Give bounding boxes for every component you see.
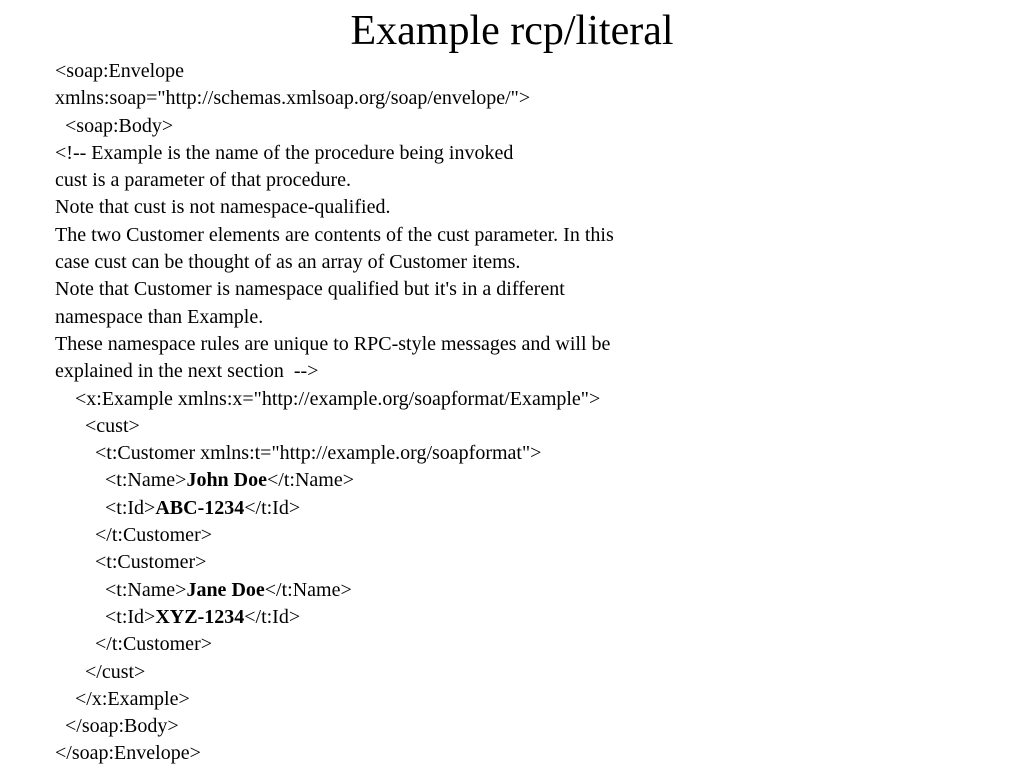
code-listing [55,58,614,768]
code-line: <cust> [55,414,140,437]
customer2-id-value: XYZ-1234 [155,605,245,628]
code-line: </soap:Envelope> [55,742,201,765]
id-close-tag: </t:Id> [244,605,301,628]
customer1-id-value: ABC-1234 [155,496,245,519]
code-line: </x:Example> [55,687,190,710]
name-close-tag: </t:Name> [267,469,354,492]
customer1-id-line [55,495,614,522]
customer1-name-value: John Doe [186,469,268,492]
name-open-tag: <t:Name> [55,578,187,601]
slide-title: Example rcp/literal [350,8,674,54]
code-line: <x:Example xmlns:x="http://example.org/soapformat/Example"> [55,387,601,410]
comment-line: namespace than Example. [55,305,264,328]
comment-line: <!-- Example is the name of the procedure being invoked [55,141,514,164]
comment-line: cust is a parameter of that procedure. [55,169,351,192]
customer1-name-line [55,467,614,494]
customer2-name-value: Jane Doe [186,578,265,601]
comment-line: case cust can be thought of as an array of Customer items. [55,251,521,274]
code-line: </t:Customer> [55,633,213,656]
comment-line: Note that cust is not namespace-qualified. [55,196,391,219]
name-close-tag: </t:Name> [264,578,352,601]
comment-line: These namespace rules are unique to RPC-style messages and will be [55,332,611,355]
code-line: <t:Customer> [55,551,207,574]
comment-line: Note that Customer is namespace qualified but it's in a different [55,278,565,301]
code-line: <soap:Body> [55,114,174,137]
code-line: </t:Customer> [55,524,213,547]
id-open-tag: <t:Id> [55,605,156,628]
id-open-tag: <t:Id> [55,496,156,519]
comment-line: The two Customer elements are contents of the cust parameter. In this [55,223,614,246]
id-close-tag: </t:Id> [244,496,301,519]
name-open-tag: <t:Name> [55,469,187,492]
code-line: </cust> [55,660,146,683]
customer2-id-line [55,604,614,631]
code-line: <t:Customer xmlns:t="http://example.org/soapformat"> [55,442,542,465]
comment-line: explained in the next section --> [55,360,319,383]
customer2-name-line [55,577,614,604]
code-line: </soap:Body> [55,715,179,738]
code-line: xmlns:soap="http://schemas.xmlsoap.org/soap/envelope/"> [55,87,531,110]
code-line: <soap:Envelope [55,60,185,82]
